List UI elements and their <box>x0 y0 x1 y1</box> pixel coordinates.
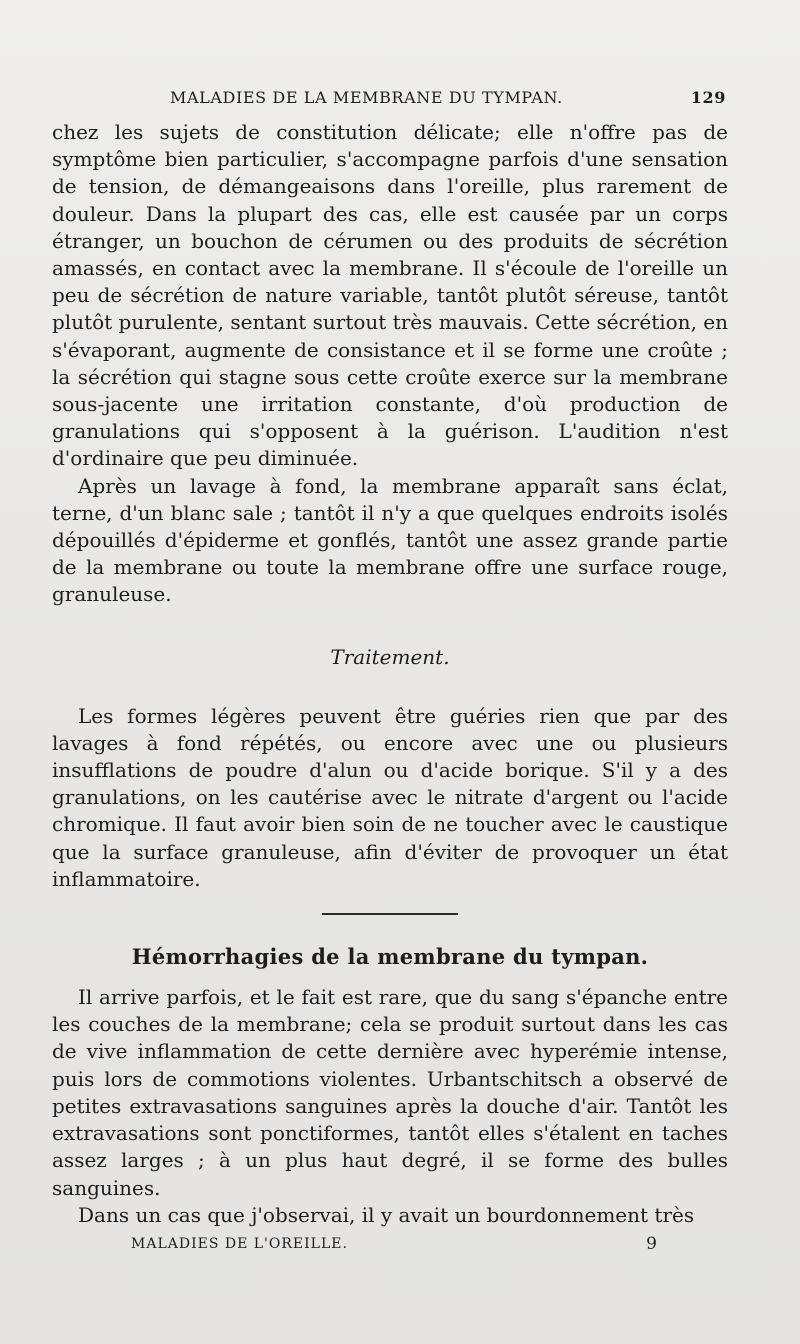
signature-number: 9 <box>646 1234 658 1254</box>
section-divider <box>322 913 458 915</box>
paragraph-treatment: Les formes légères peuvent être guéries rien que par des lavages à fond répétés, ou encore avec une ou plusieurs insufflations de poudre d'alun ou d'acide borique. S'il y a des granulations, on les cautérise avec le nitrate d'argent ou l'acide chromique. Il faut avoir bien soin de ne toucher avec le caustique que la surface granuleuse, afin d'éviter de provoquer un état inflammatoire. <box>52 703 728 891</box>
running-head <box>170 88 726 112</box>
page-number: 129 <box>690 88 726 107</box>
paragraph-continuation: chez les sujets de constitution délicate; elle n'offre pas de symptôme bien particulier, s'accompagne parfois d'une sensation de tension, de démangeaisons dans l'oreille, plus rarement de douleur. Dans la plupart des cas, elle est causée par un corps étranger, un bouchon de cérumen ou des produits de sécrétion amassés, en contact avec la membrane. Il s'écoule de l'oreille un peu de sécrétion de nature variable, tantôt plutôt séreuse, tantôt plutôt purulente, sentant surtout très mauvais. Cette sécrétion, en s'évaporant, augmente de consistance et il se forme une croûte ; la sécrétion qui stagne sous cette croûte exerce sur la membrane sous-jacente une irritation constante, d'où production de granulations qui s'opposent à la guérison. L'audition n'est d'ordinaire que peu diminuée. <box>52 120 728 471</box>
signature-mark: MALADIES DE L'OREILLE. <box>131 1236 348 1252</box>
page-footer <box>131 1236 658 1260</box>
page-content <box>52 119 728 1229</box>
paragraph-description: Après un lavage à fond, la membrane apparaît sans éclat, terne, d'un blanc sale ; tantôt il n'y a que quelques endroits isolés dépouillés d'épiderme et gonflés, tantôt une assez grande partie de la membrane ou toute la membrane offre une surface rouge, granuleuse. <box>52 473 728 607</box>
section-title-treatment: Traitement. <box>330 644 450 669</box>
paragraph-case-observation: Dans un cas que j'observai, il y avait un bourdonnement très <box>78 1202 695 1227</box>
section-title-hemorrhages: Hémorrhagies de la membrane du tympan. <box>131 944 649 970</box>
running-title: MALADIES DE LA MEMBRANE DU TYMPAN. <box>170 88 563 107</box>
paragraph-hemorrhages: Il arrive parfois, et le fait est rare, que du sang s'épanche entre les couches de la membrane; cela se produit surtout dans les cas de vive inflammation de cette dernière avec hyperémie intense, puis lors de commotions violentes. Urbantschitsch a observé de petites extravasations sanguines après la douche d'air. Tantôt les extravasations sont ponctiformes, tantôt elles s'étalent en taches assez larges ; à un plus haut degré, il se forme des bulles sanguines. <box>52 985 728 1200</box>
